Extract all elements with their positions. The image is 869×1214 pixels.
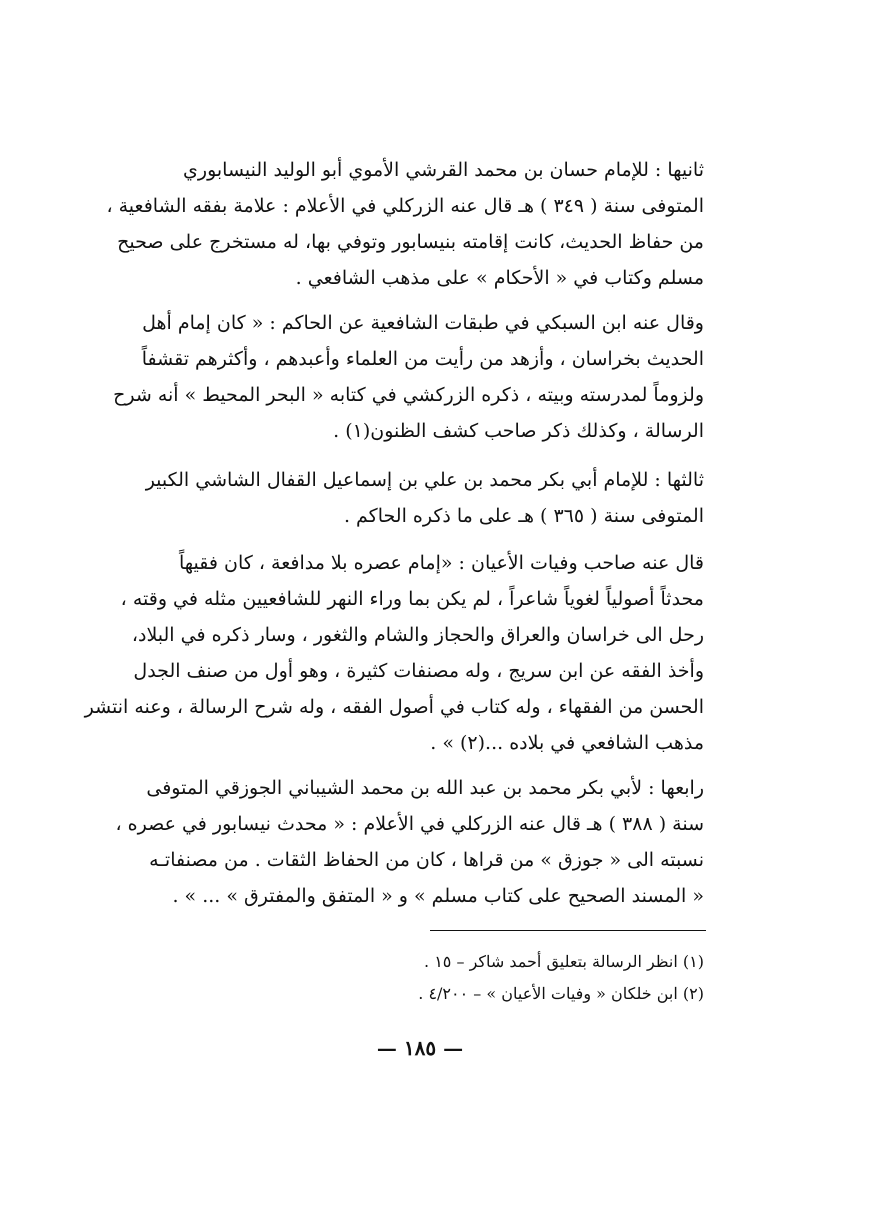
paragraph-2 — [113, 305, 704, 449]
text-line: المتوفى سنة ( ٣٤٩ ) هـ قال عنه الزركلي في الأعلام : علامة بفقه الشافعية ، — [106, 195, 704, 217]
footnote-2: (٢) ابن خلكان « وفيات الأعيان » – ٤/٢٠٠ . — [418, 984, 704, 1003]
text-line: وأخذ الفقه عن ابن سريج ، وله مصنفات كثيرة ، وهو أول من صنف الجدل — [133, 660, 704, 682]
text-line: رحل الى خراسان والعراق والحجاز والشام والثغور ، وسار ذكره في البلاد، — [131, 624, 704, 646]
paragraph-3 — [145, 462, 704, 534]
text-line: مسلم وكتاب في « الأحكام » على مذهب الشافعي . — [295, 267, 704, 289]
paragraph-4 — [84, 545, 704, 761]
text-line: رابعها : لأبي بكر محمد بن عبد الله بن محمد الشيباني الجوزقي المتوفى — [146, 777, 704, 799]
text-line: الرسالة ، وكذلك ذكر صاحب كشف الظنون(١) . — [333, 420, 704, 442]
paragraph-5 — [115, 770, 704, 914]
text-line: ولزوماً لمدرسته وبيته ، ذكره الزركشي في كتابه « البحر المحيط » أنه شرح — [113, 384, 704, 406]
text-line: وقال عنه ابن السبكي في طبقات الشافعية عن الحاكم : « كان إمام أهل — [142, 312, 704, 334]
page-number: — ١٨٥ — — [376, 1036, 464, 1060]
text-line: ثانيها : للإمام حسان بن محمد القرشي الأموي أبو الوليد النيسابوري — [183, 159, 704, 181]
text-line: سنة ( ٣٨٨ ) هـ قال عنه الزركلي في الأعلام : « محدث نيسابور في عصره ، — [115, 813, 704, 835]
footnotes — [300, 946, 704, 1010]
text-line: الحسن من الفقهاء ، وله كتاب في أصول الفقه ، وله شرح الرسالة ، وعنه انتشر — [84, 696, 704, 718]
text-line: مذهب الشافعي في بلاده ...(٢) » . — [430, 732, 704, 754]
text-line: « المسند الصحيح على كتاب مسلم » و « المتفق والمفترق » ... » . — [172, 885, 704, 907]
text-line: ثالثها : للإمام أبي بكر محمد بن علي بن إسماعيل القفال الشاشي الكبير — [145, 469, 704, 491]
text-line: محدثاً أصولياً لغوياً شاعراً ، لم يكن بما وراء النهر للشافعيين مثله في وقته ، — [120, 588, 704, 610]
text-line: من حفاظ الحديث، كانت إقامته بنيسابور وتوفي بها، له مستخرج على صحيح — [117, 231, 704, 253]
text-line: الحديث بخراسان ، وأزهد من رأيت من العلماء وأعبدهم ، وأكثرهم تقشفاً — [141, 348, 704, 370]
paragraph-1 — [106, 152, 704, 296]
text-line: قال عنه صاحب وفيات الأعيان : «إمام عصره بلا مدافعة ، كان فقيهاً — [179, 552, 704, 574]
text-line: المتوفى سنة ( ٣٦٥ ) هـ على ما ذكره الحاكم . — [343, 505, 704, 527]
footnote-1: (١) انظر الرسالة بتعليق أحمد شاكر – ١٥ . — [424, 952, 704, 971]
text-line: نسبته الى « جوزق » من قراها ، كان من الحفاظ الثقات . من مصنفاتـه — [149, 849, 704, 871]
footnote-divider — [430, 930, 706, 931]
